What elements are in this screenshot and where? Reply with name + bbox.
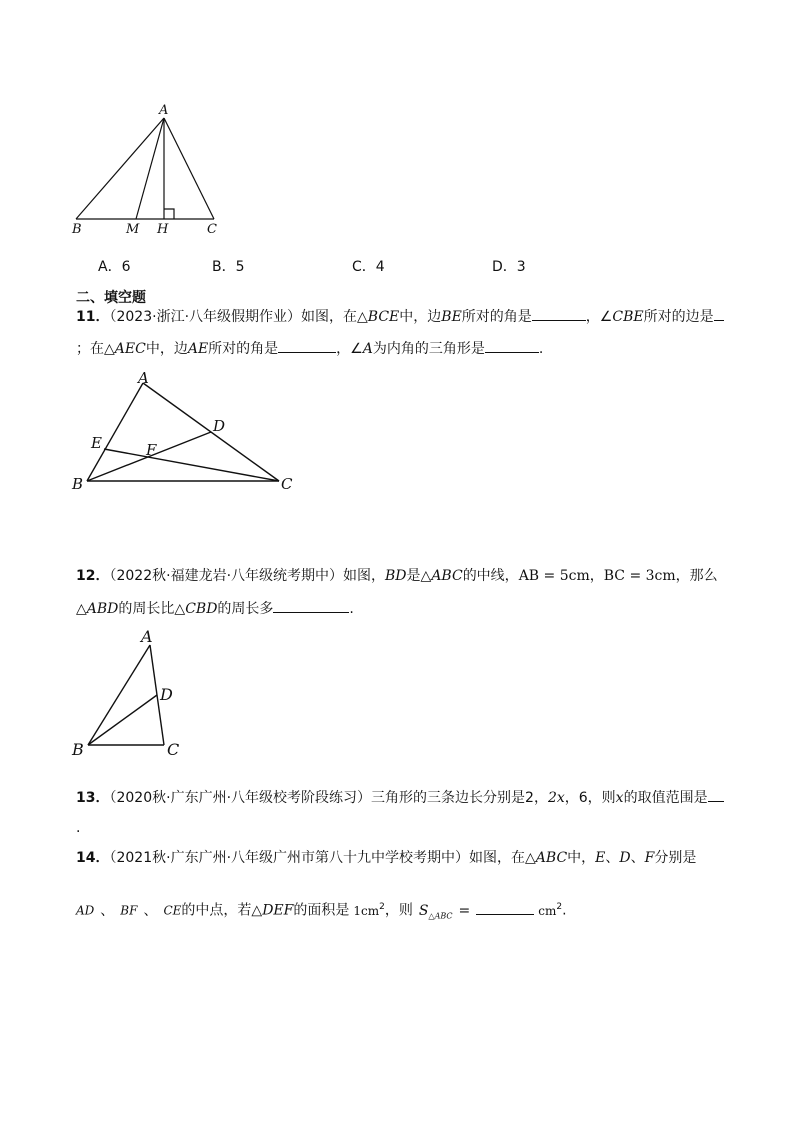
- math: AB = 5cm: [518, 568, 590, 584]
- text: 如图，在: [469, 850, 526, 866]
- subscript: △ABC: [428, 911, 453, 921]
- segment-ac: [164, 118, 214, 219]
- text: 三角形的三条边长分别是: [371, 790, 526, 806]
- text: .: [562, 902, 567, 919]
- text: 中，: [567, 850, 596, 866]
- math: BCE: [367, 309, 400, 325]
- triangle-symbol: △: [420, 568, 432, 584]
- angle-symbol: ∠: [599, 309, 613, 325]
- question-source: （2023·浙江·八年级假期作业）: [109, 309, 302, 325]
- text: 中，边: [399, 309, 442, 325]
- math: =: [458, 902, 471, 919]
- answer-blank[interactable]: [714, 306, 724, 321]
- question-12-line-2: [76, 598, 354, 619]
- question-source: （2022秋·福建龙岩·八年级统考期中）: [109, 568, 344, 584]
- figure-triangle-abc-cevians: [60, 365, 300, 495]
- text: 是: [406, 568, 421, 584]
- label-m: M: [126, 222, 140, 237]
- question-number: 11．: [76, 309, 110, 325]
- label-e: E: [91, 434, 102, 452]
- answer-blank[interactable]: [273, 598, 349, 613]
- label-b: B: [72, 475, 84, 493]
- triangle-symbol: △: [525, 850, 536, 866]
- triangle-symbol: △: [251, 902, 263, 919]
- text: 所对的角是: [208, 341, 279, 357]
- label-b: B: [72, 740, 84, 759]
- text: 的周长比: [118, 601, 175, 617]
- angle-symbol: ∠: [350, 341, 363, 357]
- math: AE: [187, 341, 209, 357]
- label-a: A: [138, 369, 149, 387]
- option-b[interactable]: B．5: [212, 259, 245, 275]
- math: ABD: [86, 601, 119, 617]
- triangle-symbol: △: [174, 601, 186, 617]
- math: D: [619, 850, 631, 866]
- segment-ab: [76, 118, 164, 219]
- answer-blank[interactable]: [485, 338, 539, 353]
- text: 的面积是: [293, 902, 350, 919]
- text: 如图，: [343, 568, 386, 584]
- math: cm: [538, 903, 557, 918]
- label-c: C: [281, 475, 293, 493]
- math: A: [362, 341, 373, 357]
- math: 2x: [547, 790, 565, 806]
- text: ，: [564, 790, 579, 806]
- text: 的周长多: [217, 601, 274, 617]
- triangle-symbol: △: [104, 341, 115, 357]
- label-h: H: [157, 222, 169, 237]
- figure-triangle-abc-median-altitude: [60, 95, 240, 245]
- text: 分别是: [654, 850, 697, 866]
- text: 的中点，若: [181, 902, 252, 919]
- text: 的中线，: [462, 568, 519, 584]
- answer-blank[interactable]: [708, 787, 724, 802]
- math: 1cm: [353, 903, 380, 918]
- text: ，: [336, 341, 351, 357]
- math: BE: [441, 309, 462, 325]
- right-angle-mark: [164, 209, 174, 219]
- question-11-line-1: [76, 306, 724, 327]
- math: DEF: [262, 902, 294, 919]
- label-b: B: [72, 222, 82, 237]
- triangle-symbol: △: [357, 309, 368, 325]
- math: S: [418, 902, 429, 919]
- math: BC = 3cm: [603, 568, 676, 584]
- segment-ab: [88, 645, 150, 745]
- number: 2: [525, 790, 534, 806]
- math: E: [595, 850, 606, 866]
- text: 所对的边是: [643, 309, 714, 325]
- label-a: A: [141, 627, 153, 646]
- superscript: 2: [379, 902, 385, 912]
- separator: 、: [630, 850, 645, 866]
- question-source: （2021秋·广东广州·八年级广州市第八十九中学校考期中）: [109, 850, 470, 866]
- label-d: D: [160, 685, 173, 704]
- text: 如图，在: [301, 309, 358, 325]
- text: 为内角的三角形是: [372, 341, 485, 357]
- text: .: [538, 341, 544, 357]
- option-c[interactable]: C．4: [352, 259, 385, 275]
- text: 的取值范围是: [623, 790, 708, 806]
- text: 所对的角是: [461, 309, 532, 325]
- label-c: C: [167, 740, 180, 759]
- superscript: 2: [556, 902, 563, 912]
- text: .: [349, 601, 354, 617]
- answer-blank[interactable]: [476, 900, 534, 915]
- question-source: （2020秋·广东广州·八年级校考阶段练习）: [109, 790, 372, 806]
- text: ，则: [384, 902, 413, 919]
- math: ABC: [535, 850, 568, 866]
- question-13: [76, 787, 724, 808]
- option-d[interactable]: D．3: [492, 259, 526, 275]
- text: ，: [585, 309, 600, 325]
- math: CE: [163, 903, 182, 918]
- text: ，: [533, 790, 548, 806]
- text: ，: [589, 568, 604, 584]
- math: BD: [385, 568, 407, 584]
- question-number: 13．: [76, 790, 110, 806]
- separator: 、: [143, 902, 158, 919]
- text: ；在: [76, 341, 104, 357]
- separator: 、: [605, 850, 620, 866]
- math: AEC: [114, 341, 146, 357]
- option-a[interactable]: A．6: [98, 259, 131, 275]
- math: AD: [76, 903, 95, 918]
- separator: 、: [100, 902, 115, 919]
- math: x: [615, 790, 624, 806]
- label-d: D: [213, 417, 226, 435]
- question-14-line-2: [76, 897, 567, 926]
- text: ，则: [587, 790, 616, 806]
- math: BF: [120, 903, 138, 918]
- label-a: A: [159, 103, 169, 118]
- math: ABC: [431, 568, 463, 584]
- question-number: 12．: [76, 568, 110, 584]
- math: CBD: [185, 601, 218, 617]
- section-title: 二、填空题: [76, 290, 146, 306]
- question-12-line-1: [76, 566, 718, 586]
- question-13-tail: .: [76, 820, 81, 836]
- number: 6: [578, 790, 588, 806]
- segment-bd: [88, 695, 157, 745]
- answer-blank[interactable]: [278, 338, 336, 353]
- segment-am: [136, 118, 164, 219]
- segment-ce: [104, 449, 279, 481]
- question-14-line-1: [76, 848, 696, 868]
- question-11-line-2: [76, 338, 543, 359]
- segment-ab: [87, 383, 143, 481]
- question-number: 14．: [76, 850, 110, 866]
- answer-blank[interactable]: [532, 306, 586, 321]
- text: ，那么: [675, 568, 718, 584]
- math: CBE: [612, 309, 644, 325]
- triangle-symbol: △: [76, 601, 87, 617]
- text: 中，边: [145, 341, 188, 357]
- figure-triangle-abc-median: [60, 620, 200, 760]
- label-c: C: [207, 222, 217, 237]
- label-f: F: [146, 441, 157, 459]
- math: F: [644, 850, 655, 866]
